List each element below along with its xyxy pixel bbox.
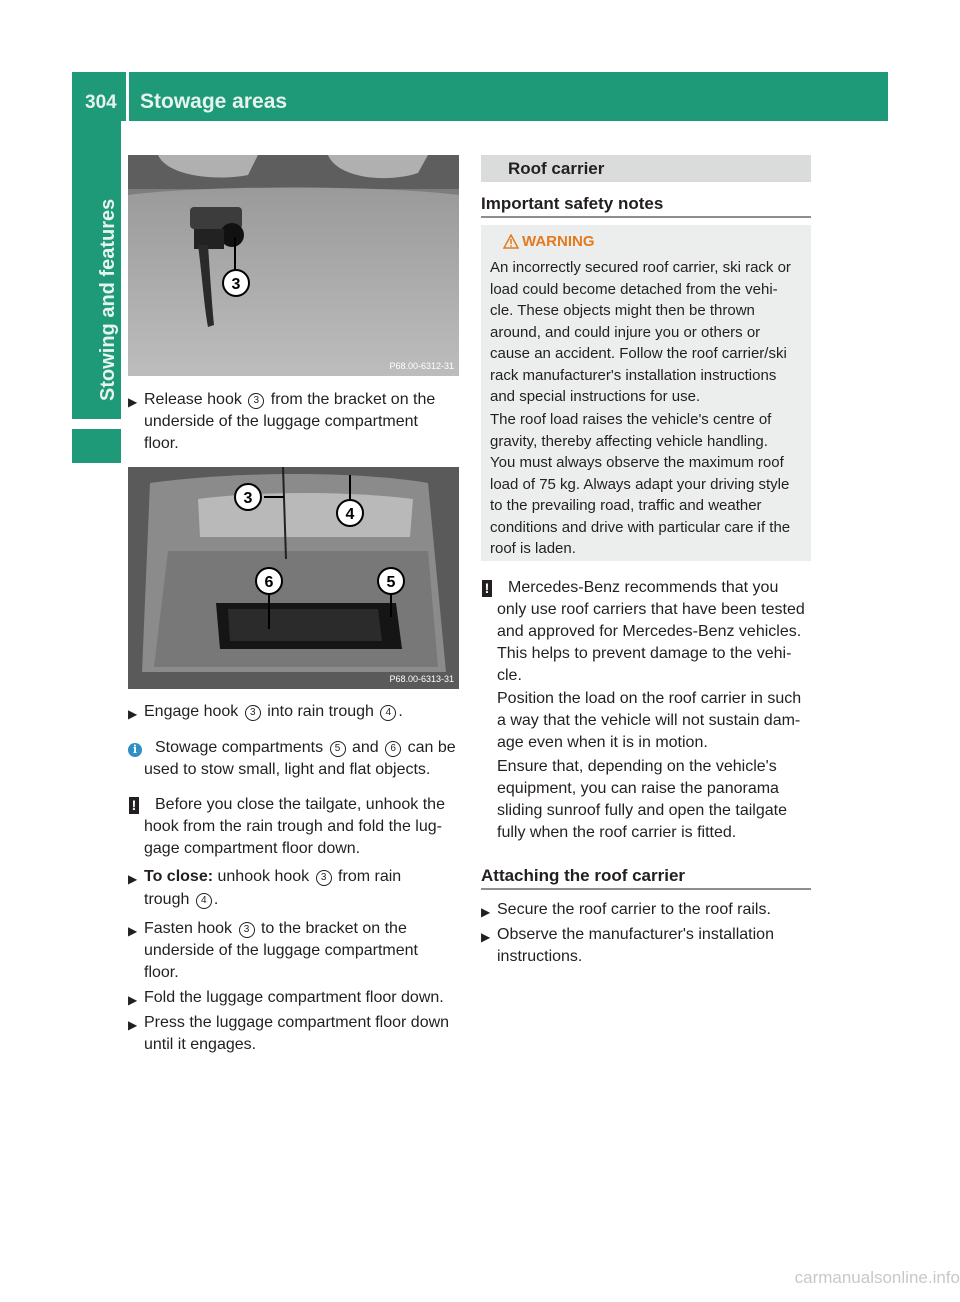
step-close-line2: trough 4 . bbox=[144, 891, 219, 908]
page-header bbox=[72, 72, 888, 121]
note-line1: Before you close the tailgate, unhook the bbox=[155, 796, 445, 813]
info-icon: i bbox=[128, 740, 142, 758]
figure2-callout-4: 4 bbox=[345, 506, 355, 523]
caution-icon: ! bbox=[482, 580, 492, 598]
step-engage: Engage hook 3 into rain trough 4 . bbox=[144, 703, 403, 720]
section-bar bbox=[481, 155, 811, 182]
figure2-callout-6: 6 bbox=[264, 574, 274, 591]
figure2-code: P68.00-6313-31 bbox=[389, 674, 454, 684]
note-line3: gage compartment floor down. bbox=[144, 840, 361, 857]
figure1-code: P68.00-6312-31 bbox=[389, 361, 454, 371]
heading-safety-notes: Important safety notes bbox=[481, 194, 664, 213]
roof-note-line8: age even when it is in motion. bbox=[497, 734, 708, 751]
warning-box bbox=[481, 225, 811, 561]
page-title: Stowage areas bbox=[140, 90, 288, 113]
step-arrow: ▶ bbox=[128, 924, 138, 938]
callout-marker: 3 bbox=[316, 870, 332, 886]
step-observe-line2: instructions. bbox=[497, 948, 583, 965]
figure1-callout-3: 3 bbox=[231, 276, 241, 293]
callout-marker: 3 bbox=[239, 922, 255, 938]
callout-marker: 6 bbox=[385, 741, 401, 757]
step-arrow: ▶ bbox=[128, 872, 138, 886]
caution-icon: ! bbox=[129, 797, 139, 815]
info-line1: Stowage compartments 5 and 6 can be bbox=[155, 739, 456, 756]
step-arrow: ▶ bbox=[128, 1018, 138, 1032]
step-fasten-line2: underside of the luggage compartment bbox=[144, 942, 418, 959]
step-observe-line1: Observe the manufacturer's installation bbox=[497, 926, 774, 943]
step-press-line1: Press the luggage compartment floor down bbox=[144, 1014, 450, 1031]
step-fasten-line3: floor. bbox=[144, 964, 179, 981]
warning-paragraph-2: The roof load raises the vehicle's centre of gravity, thereby affecting vehicle handling. You must always observe the maximum roof load of 75 kg. Always adapt your driving style to the prevailing road, traffic and weather conditions and drive with particular care if the roof is laden. bbox=[490, 411, 791, 557]
roof-note-line10: equipment, you can raise the panorama bbox=[497, 780, 779, 797]
figure2-callout-3: 3 bbox=[243, 490, 253, 507]
heading-attaching: Attaching the roof carrier bbox=[481, 866, 686, 885]
roof-note-line11: sliding sunroof fully and open the tailgate bbox=[497, 802, 787, 819]
warning-triangle-icon bbox=[503, 234, 519, 249]
luggage-compartment-photo bbox=[128, 467, 459, 689]
step-press-line2: until it engages. bbox=[144, 1036, 257, 1053]
step-arrow: ▶ bbox=[128, 395, 138, 409]
page-number: 304 bbox=[85, 92, 117, 113]
roof-note-line3: and approved for Mercedes-Benz vehicles. bbox=[497, 623, 802, 640]
step-fold: Fold the luggage compartment floor down. bbox=[144, 989, 444, 1006]
step-fasten-line1: Fasten hook 3 to the bracket on the bbox=[144, 920, 407, 937]
section-bar-title: Roof carrier bbox=[508, 159, 605, 178]
heading-rule bbox=[481, 216, 811, 218]
section-tab bbox=[72, 121, 121, 419]
step-arrow: ▶ bbox=[481, 905, 491, 919]
roof-note-line6: Position the load on the roof carrier in such bbox=[497, 690, 802, 707]
step-release-line2: underside of the luggage compartment bbox=[144, 413, 418, 430]
info-line2: used to stow small, light and flat objects. bbox=[144, 761, 431, 778]
heading-rule bbox=[481, 888, 811, 890]
step-release-line3: floor. bbox=[144, 435, 179, 452]
footer-watermark: carmanualsonline.info bbox=[794, 1268, 960, 1287]
step-arrow: ▶ bbox=[128, 993, 138, 1007]
roof-note-line5: cle. bbox=[497, 667, 522, 684]
roof-note-line12: fully when the roof carrier is fitted. bbox=[497, 824, 737, 841]
roof-note-line4: This helps to prevent damage to the vehi- bbox=[497, 645, 792, 662]
step-arrow: ▶ bbox=[481, 930, 491, 944]
callout-marker: 4 bbox=[380, 705, 396, 721]
roof-note-line1: Mercedes-Benz recommends that you bbox=[508, 579, 779, 596]
header-divider bbox=[126, 72, 129, 121]
step-close-line1: To close: unhook hook 3 from rain bbox=[144, 868, 402, 885]
callout-marker: 4 bbox=[196, 893, 212, 909]
roof-note-line9: Ensure that, depending on the vehicle's bbox=[497, 758, 777, 775]
callout-marker: 5 bbox=[330, 741, 346, 757]
luggage-floor-photo bbox=[128, 155, 459, 376]
step-arrow: ▶ bbox=[128, 707, 138, 721]
callout-marker: 3 bbox=[248, 393, 264, 409]
warning-paragraph-1: An incorrectly secured roof carrier, ski rack or load could become detached from the vehi- cle. These objects might then be thrown around, and could injure you or others or cause an accident. Follow the roof carrier/ski rack manufacturer's installation instructions and special instructions for use. bbox=[490, 259, 791, 405]
warning-title: WARNING bbox=[522, 233, 595, 250]
step-release-line1: Release hook 3 from the bracket on the bbox=[144, 391, 436, 408]
roof-note-line2: only use roof carriers that have been tested bbox=[497, 601, 805, 618]
roof-note-line7: a way that the vehicle will not sustain dam- bbox=[497, 712, 801, 729]
section-tab-label: Stowing and features bbox=[97, 198, 119, 401]
step-secure: Secure the roof carrier to the roof rails. bbox=[497, 901, 771, 918]
callout-marker: 3 bbox=[245, 705, 261, 721]
note-line2: hook from the rain trough and fold the lug- bbox=[144, 818, 442, 835]
figure2-callout-5: 5 bbox=[386, 574, 396, 591]
section-tab-marker bbox=[72, 429, 121, 463]
